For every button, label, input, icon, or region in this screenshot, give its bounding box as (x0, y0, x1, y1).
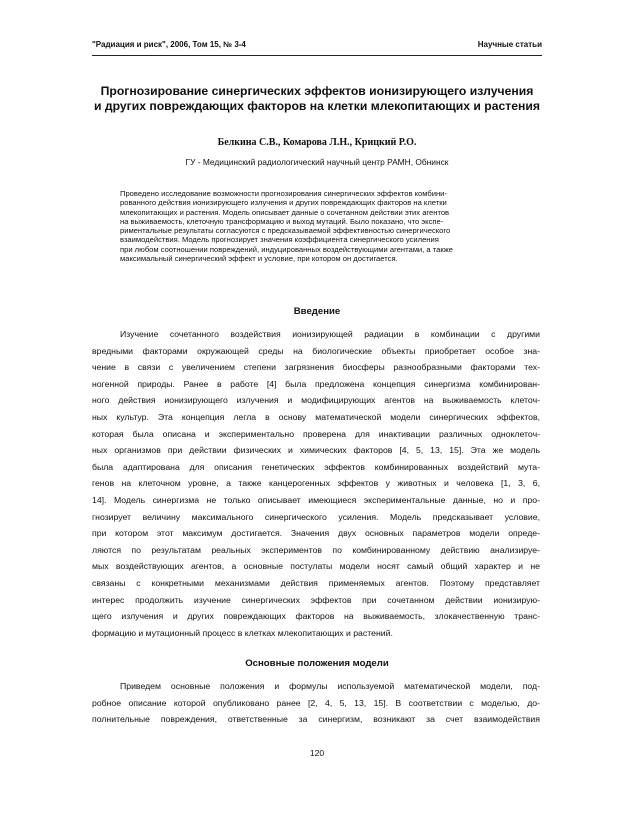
model-heading: Основные положения модели (245, 658, 389, 669)
abstract-line: рованного действия ионизирующего излучения и других повреждающих факторов на клетки (120, 198, 447, 208)
paragraph-line: была адаптирована для описания генетических эффектов комбинированных воздействий мута- (92, 461, 540, 472)
paragraph-line: ных культур. Эта концепция легла в основу математической модели синергических эффектов, (92, 411, 540, 422)
header-rule (92, 55, 542, 56)
abstract-line: взаимодействия. Модель прогнозирует значения коэффициента синергического усиления (120, 235, 439, 245)
paragraph-line: щего излучения и других повреждающих факторов на выживаемость, злокачественную транс- (92, 611, 540, 622)
abstract-line: риментальные результаты согласуются с предсказываемой эффективностью синергического (120, 226, 451, 236)
intro-paragraph (92, 326, 540, 641)
abstract-line: на выживаемость, клеточную трансформацию и выход мутаций. Было показано, что экспе- (120, 216, 444, 226)
abstract (120, 189, 514, 263)
paragraph-line: робное описание которой опубликовано ранее [2, 4, 5, 13, 15]. В соответствии с моделью, до- (92, 697, 540, 708)
intro-heading: Введение (293, 306, 341, 317)
page-number: 120 (309, 748, 325, 758)
abstract-line: при любом соотношении повреждений, индуцированных воздействующими агентами, а также (120, 244, 453, 254)
affiliation: ГУ - Медицинский радиологический научный центр РАМН, Обнинск (185, 157, 449, 167)
paragraph-line: при котором этот максимум достигается. Значения двух основных параметров модели опреде- (92, 528, 540, 539)
title-line: и других повреждающих факторов на клетки млекопитающих и растения (93, 99, 541, 113)
title-line: Прогнозирование синергических эффектов ионизирующего излучения (100, 84, 534, 98)
paragraph-line: мых воздействующих агентов, а основные постулаты модели носят самый общий характер и не (92, 561, 540, 572)
paragraph-line: гнозирует величину максимального синергического усиления. Модель предсказывает условие, (92, 511, 540, 522)
paragraph-line: вредными факторами окружающей среды на биологические объекты приобретает особое зна- (92, 345, 540, 356)
authors: Белкина С.В., Комарова Л.Н., Крицкий Р.О. (217, 137, 417, 148)
paragraph-line: ных организмов при действии физических и химических факторов [4, 5, 13, 15]. Эта же модель (92, 445, 540, 456)
paragraph-line: генов на клеточном уровне, а также канцерогенных эффектов у животных и человека [1, 3, 6, (92, 478, 540, 489)
journal-citation: "Радиация и риск", 2006, Том 15, № 3-4 (92, 40, 246, 49)
paragraph-line: которая была описана и экспериментально проверена для инактивации различных одноклеточ- (92, 428, 540, 439)
paragraph-line: ного действия ионизирующего излучения и модифицирующих агентов на выживаемость клеточ- (92, 395, 540, 406)
paragraph-line: Изучение сочетанного воздействия ионизирующей радиации в комбинации с другими (120, 329, 540, 339)
paragraph-line: 14]. Модель синергизма не только описывает имеющиеся экспериментальные данные, но и про- (92, 494, 540, 505)
abstract-line: максимальный синергический эффект и условие, при котором он достигается. (120, 254, 398, 264)
running-header (92, 40, 542, 54)
paragraph-line: ногенной природы. Ранее в работе [4] была предложена концепция синергизма комбинирован- (92, 378, 540, 389)
paragraph-line: формацию и мутационный процесс в клетках млекопитающих и растений. (92, 627, 393, 638)
article-title (60, 84, 574, 114)
paragraph-line: Приведем основные положения и формулы используемой математической модели, под- (120, 681, 540, 691)
model-paragraph (92, 678, 540, 728)
paragraph-line: интерес продолжить изучение синергических эффектов при сочетанном действии ионизирую- (92, 594, 540, 605)
paragraph-line: чение в связи с увеличением степени загрязнения биосферы разнообразными факторами тех- (92, 362, 540, 373)
section-label: Научные статьи (477, 40, 542, 49)
paragraph-line: полнительные повреждения, ответственные за синергизм, возникают за счет взаимодействия (92, 714, 540, 725)
paragraph-line: связаны с конкретными механизмами действия применяемых агентов. Поэтому представляет (92, 577, 540, 588)
abstract-line: Проведено исследование возможности прогнозирования синергических эффектов комбини- (120, 189, 447, 198)
paragraph-line: ляются по результатам реальных экспериментов по комбинированному действию анализируе- (92, 544, 540, 555)
abstract-line: млекопитающих и растения. Модель описывает данные о сочетанном действии этих агентов (120, 207, 450, 217)
